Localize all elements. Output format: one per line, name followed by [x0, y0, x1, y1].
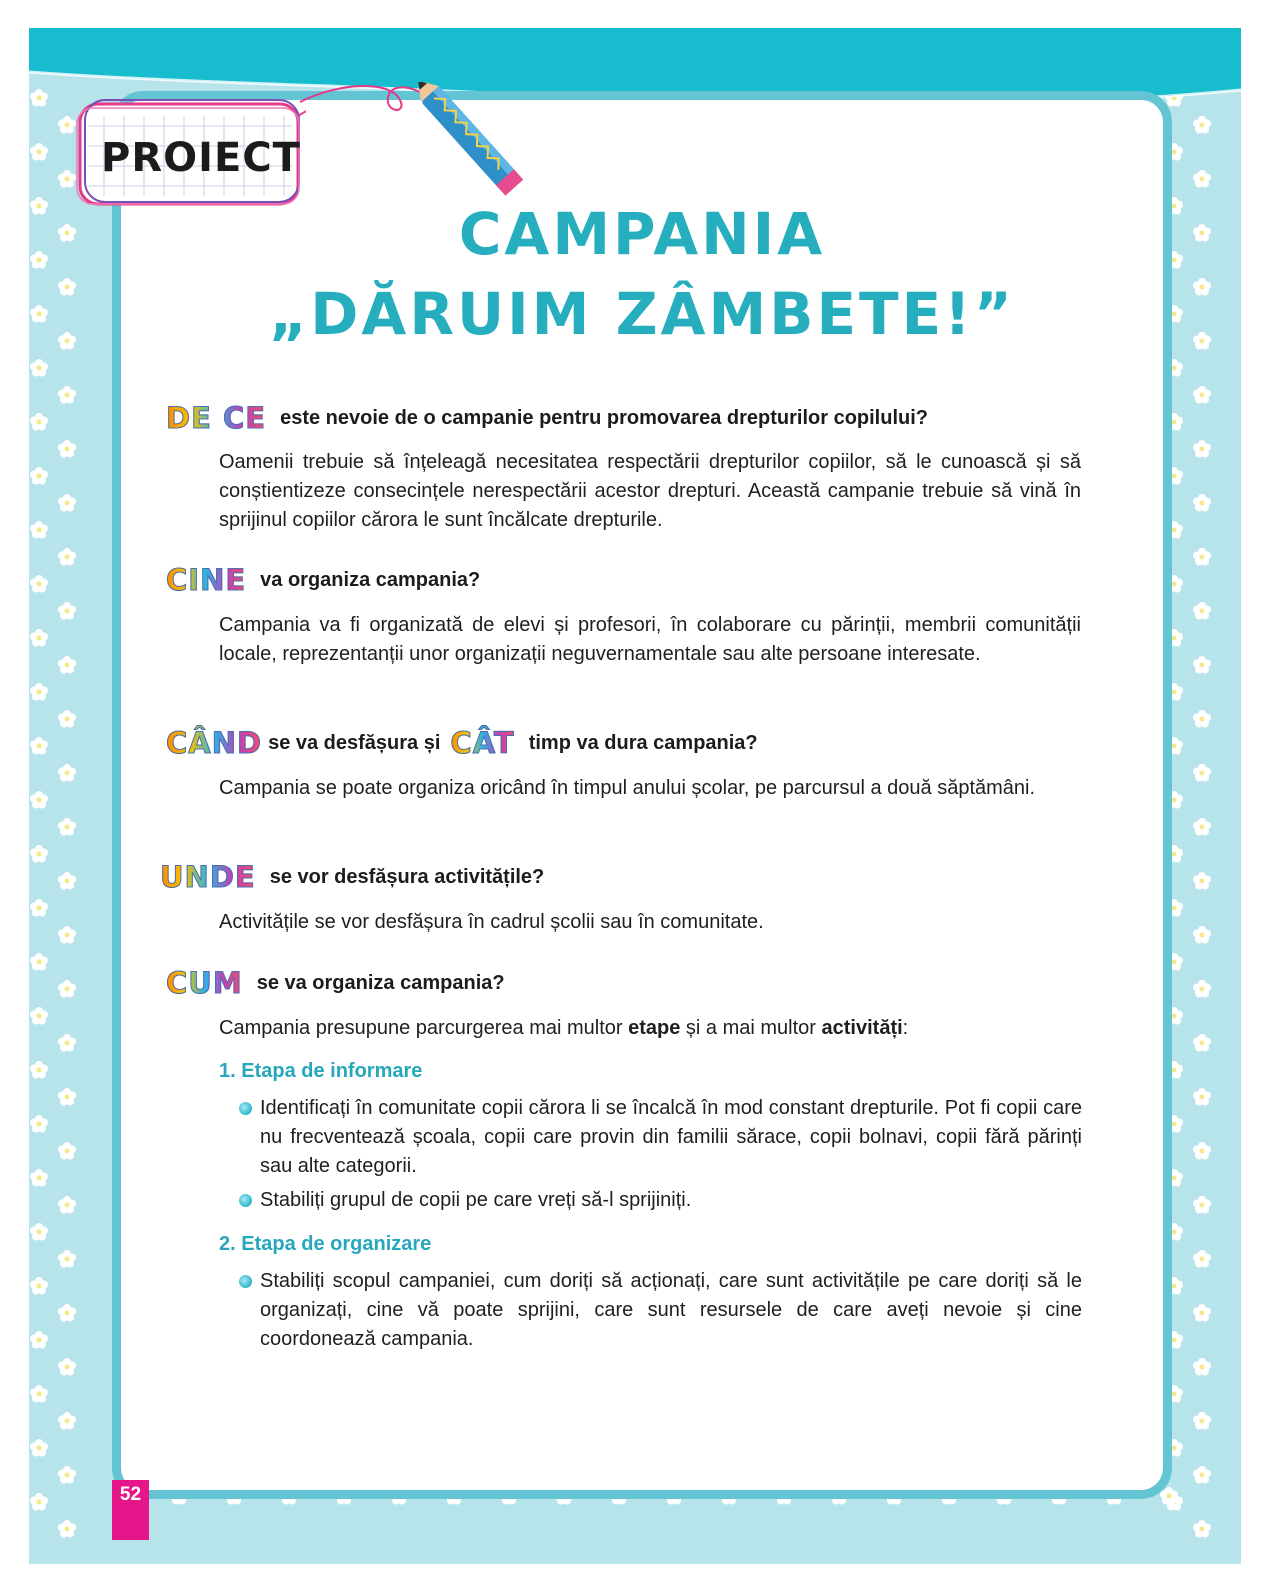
- flower-icon: [1165, 305, 1183, 323]
- flower-icon: [30, 1385, 48, 1403]
- flower-icon: [30, 1223, 48, 1241]
- flower-icon: [30, 359, 48, 377]
- flower-icon: [1165, 737, 1183, 755]
- flower-icon: [30, 251, 48, 269]
- flower-icon: [1165, 1331, 1183, 1349]
- flower-icon: [58, 818, 76, 836]
- flower-icon: [1193, 170, 1211, 188]
- flower-icon: [1193, 872, 1211, 890]
- flower-icon: [58, 1250, 76, 1268]
- flower-icon: [1193, 548, 1211, 566]
- flower-icon: [58, 764, 76, 782]
- flower-icon: [1165, 1439, 1183, 1457]
- flower-icon: [58, 278, 76, 296]
- flower-icon: [1193, 1250, 1211, 1268]
- flower-icon: [30, 521, 48, 539]
- question-text: se va desfășura și: [268, 731, 441, 754]
- flower-icon: [1193, 386, 1211, 404]
- question-cum: [166, 965, 505, 1001]
- flower-icon: [58, 980, 76, 998]
- flower-icon: [30, 791, 48, 809]
- flower-icon: [1165, 197, 1183, 215]
- page-title-line2: „DĂRUIM ZÂMBETE!”: [269, 280, 1015, 348]
- flower-icon: [1165, 575, 1183, 593]
- answer-cine: Campania va fi organizată de elevi și profesori, în colaborare cu părinții, membrii comunității locale, reprezentanții unor organizații neguvernamentale sau alte persoane interesate.: [219, 614, 1081, 665]
- bullet-icon: [239, 1194, 252, 1207]
- keyword-de-ce: DE CE: [166, 401, 267, 435]
- list-item: [242, 1267, 1082, 1354]
- answer-cum: [219, 1014, 1081, 1043]
- flower-icon: [1193, 494, 1211, 512]
- flower-icon: [58, 1466, 76, 1484]
- flower-icon: [1165, 629, 1183, 647]
- question-text: este nevoie de o campanie pentru promovarea drepturilor copilului?: [280, 406, 928, 429]
- flower-icon: [58, 1034, 76, 1052]
- flower-icon: [1165, 899, 1183, 917]
- flower-icon: [1165, 143, 1183, 161]
- flower-icon: [30, 1331, 48, 1349]
- question-text: se vor desfășura activitățile?: [269, 865, 545, 888]
- flower-icon: [1165, 845, 1183, 863]
- keyword-unde: UNDE: [160, 860, 256, 894]
- list-item-text: Stabiliți grupul de copii pe care vreți să-l sprijiniți.: [260, 1189, 692, 1211]
- flower-icon: [1193, 1520, 1211, 1538]
- flower-icon: [1193, 656, 1211, 674]
- list-item: [242, 1094, 1082, 1181]
- flower-icon: [1165, 791, 1183, 809]
- answer-text: și a mai multor: [680, 1017, 822, 1039]
- flower-icon: [1193, 926, 1211, 944]
- flower-icon: [30, 1061, 48, 1079]
- flower-icon: [30, 737, 48, 755]
- flower-icon: [1193, 1466, 1211, 1484]
- flower-icon: [30, 467, 48, 485]
- page-title-line1: CAMPANIA: [458, 200, 826, 268]
- flower-icon: [58, 710, 76, 728]
- flower-icon: [30, 1115, 48, 1133]
- flower-icon: [1165, 1061, 1183, 1079]
- flower-icon: [1193, 332, 1211, 350]
- flower-icon: [30, 683, 48, 701]
- flower-icon: [30, 1439, 48, 1457]
- flower-icon: [58, 332, 76, 350]
- flower-icon: [1165, 521, 1183, 539]
- flower-icon: [58, 1088, 76, 1106]
- list-item: [242, 1186, 1082, 1215]
- flower-icon: [30, 899, 48, 917]
- flower-icon: [1193, 1142, 1211, 1160]
- bullet-icon: [239, 1275, 252, 1288]
- flower-icon: [30, 845, 48, 863]
- flower-icon: [58, 386, 76, 404]
- answer-de-ce: Oamenii trebuie să înțeleagă necesitatea respectării drepturilor copiilor, să le cunoască și să conștientizeze consecințele nerespectării acestor drepturi. Această campanie trebuie să vină în sprijinul copiilor cărora le sunt încălcate drepturile.: [219, 451, 1081, 531]
- flower-icon: [30, 629, 48, 647]
- answer-bold: etape: [628, 1017, 681, 1039]
- flower-icon: [30, 1007, 48, 1025]
- flower-icon: [1165, 359, 1183, 377]
- flower-icon: [30, 1493, 48, 1511]
- flower-icon: [58, 1142, 76, 1160]
- flower-icon: [1165, 413, 1183, 431]
- flower-icon: [1193, 440, 1211, 458]
- keyword-cand: CÂND: [166, 726, 263, 760]
- flower-icon: [58, 872, 76, 890]
- flower-icon: [58, 440, 76, 458]
- question-cand: [166, 725, 758, 761]
- flower-icon: [1165, 1277, 1183, 1295]
- flower-icon: [1165, 251, 1183, 269]
- flower-icon: [1160, 1487, 1178, 1505]
- flower-icon: [1165, 1169, 1183, 1187]
- flower-icon: [1193, 980, 1211, 998]
- flower-icon: [1165, 1007, 1183, 1025]
- flower-icon: [30, 143, 48, 161]
- flower-icon: [1165, 683, 1183, 701]
- keyword-cat: CÂT: [450, 726, 515, 760]
- flower-icon: [1193, 1034, 1211, 1052]
- question-de-ce: [166, 400, 928, 436]
- keyword-cum: CUM: [166, 966, 243, 1000]
- flower-icon: [1193, 1304, 1211, 1322]
- flower-icon: [1165, 1385, 1183, 1403]
- flower-icon: [1193, 602, 1211, 620]
- flower-icon: [30, 197, 48, 215]
- question-unde: [160, 859, 544, 895]
- list-item-text: Identificați în comunitate copii cărora li se încalcă în mod constant drepturile. Pot fi copii care nu frecventează școala, copii care provin din familii sărace, copii bolnavi, copii fără părinți sau alte categorii.: [260, 1097, 1082, 1177]
- flower-icon: [58, 1304, 76, 1322]
- question-text: se va organiza campania?: [256, 971, 505, 994]
- flower-icon: [58, 224, 76, 242]
- flower-icon: [1193, 278, 1211, 296]
- flower-icon: [30, 1277, 48, 1295]
- flower-icon: [58, 1520, 76, 1538]
- flower-icon: [30, 413, 48, 431]
- flower-icon: [30, 575, 48, 593]
- flower-icon: [1165, 467, 1183, 485]
- flower-icon: [1165, 1223, 1183, 1241]
- pencil-icon: [300, 82, 570, 212]
- question-cine: [166, 562, 480, 598]
- flower-icon: [58, 1196, 76, 1214]
- flower-icon: [1193, 1358, 1211, 1376]
- etapa-1-title: 1. Etapa de informare: [219, 1060, 423, 1082]
- flower-icon: [30, 953, 48, 971]
- proiect-label: PROIECT: [101, 135, 301, 181]
- flower-icon: [58, 656, 76, 674]
- flower-icon: [1193, 1412, 1211, 1430]
- keyword-cine: CINE: [166, 563, 247, 597]
- flower-icon: [58, 926, 76, 944]
- answer-cand: Campania se poate organiza oricând în timpul anului școlar, pe parcursul a două săptămâni.: [219, 777, 1036, 799]
- question-text: timp va dura campania?: [528, 731, 758, 754]
- flower-icon: [30, 1169, 48, 1187]
- flower-icon: [1193, 224, 1211, 242]
- flower-icon: [58, 494, 76, 512]
- flower-icon: [1193, 818, 1211, 836]
- question-text: va organiza campania?: [260, 568, 481, 591]
- flower-icon: [1193, 1088, 1211, 1106]
- flower-icon: [58, 1358, 76, 1376]
- bullet-icon: [239, 1102, 252, 1115]
- flower-icon: [58, 548, 76, 566]
- flower-icon: [30, 305, 48, 323]
- flower-icon: [1193, 710, 1211, 728]
- page-number: 52: [112, 1480, 149, 1540]
- flower-icon: [1193, 1196, 1211, 1214]
- flower-icon: [58, 1412, 76, 1430]
- list-item-text: Stabiliți scopul campaniei, cum doriți să acționați, care sunt activitățile pe care doriți să le organizați, cine vă poate sprijini, care sunt resursele de care aveți nevoie și cine coordonează campania.: [260, 1270, 1082, 1350]
- answer-text: Campania presupune parcurgerea mai multor: [219, 1017, 629, 1039]
- answer-unde: Activitățile se vor desfășura în cadrul școlii sau în comunitate.: [219, 911, 764, 933]
- etapa-2-title: 2. Etapa de organizare: [219, 1233, 432, 1255]
- answer-bold: activități: [821, 1017, 903, 1039]
- flower-icon: [1165, 1115, 1183, 1133]
- flower-icon: [1193, 764, 1211, 782]
- flower-icon: [58, 602, 76, 620]
- answer-text: :: [902, 1017, 909, 1039]
- flower-icon: [1165, 953, 1183, 971]
